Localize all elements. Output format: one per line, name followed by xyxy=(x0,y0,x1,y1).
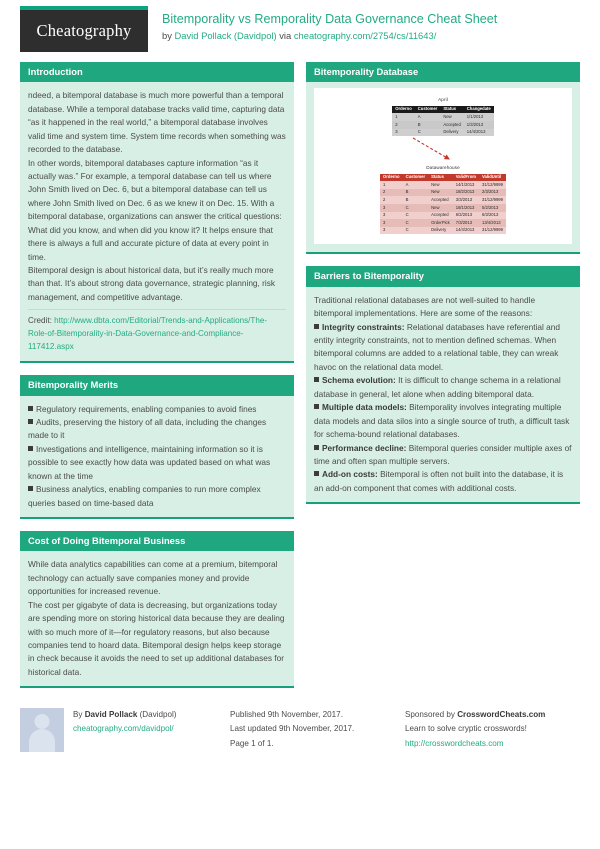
credit-link[interactable]: http://www.dbta.com/Editorial/Trends-and-Applications/The-Role-of-Bitemporality-in-Data-Governance-and-Compliance-117412.aspx xyxy=(28,316,268,352)
table-cell: 3/3/2013 xyxy=(453,196,479,204)
table-column-header: Customer xyxy=(403,174,429,182)
table-cell: 14/1/2013 xyxy=(453,181,479,189)
list-item xyxy=(314,321,572,375)
list-item xyxy=(28,443,286,483)
table-row xyxy=(380,227,506,235)
square-bullet-icon xyxy=(28,406,33,411)
cost-paragraph: The cost per gigabyte of data is decreasing, but organizations today are spending more on storing historical data because they are dealing with so much more of it—for regulatory reasons, but also because companies tend to hoard data. Bitemporal design helps keep storage in check because it avoids the need to set up additional databases for historical data. xyxy=(28,599,285,677)
table-cell: OrderPick xyxy=(428,219,453,227)
table-cell: 14/4/2013 xyxy=(453,227,479,235)
byline-prefix: by xyxy=(162,29,175,41)
table-column-header: Orderno xyxy=(380,174,403,182)
table-column-header: Changedate xyxy=(464,106,494,114)
sponsor-line xyxy=(405,708,580,722)
page-title: Bitemporality vs Remporality Data Governance Cheat Sheet xyxy=(162,12,498,26)
table-cell: 5/2/2013 xyxy=(479,204,506,212)
table-row xyxy=(380,219,506,227)
table-cell: C xyxy=(403,212,429,220)
table-cell: 3 xyxy=(380,219,403,227)
square-bullet-icon xyxy=(28,446,33,451)
warehouse-table-caption: Datawarehouse xyxy=(426,165,460,171)
card-cost-body xyxy=(20,551,294,686)
intro-paragraph: Bitemporal design is about historical data, but it’s really much more than that. It’s about strong data governance, strategic planning, risk management, and competitive advantage. xyxy=(28,265,276,302)
footer-author-text xyxy=(73,708,176,752)
square-bullet-icon xyxy=(28,486,33,491)
table-cell: 14/4/2013 xyxy=(464,129,494,137)
table-cell: Accepted xyxy=(428,196,453,204)
card-database-figure xyxy=(306,62,580,254)
table-cell: 18/2/2013 xyxy=(453,189,479,197)
list-item xyxy=(28,483,286,510)
table-cell: C xyxy=(403,219,429,227)
table-cell: 1 xyxy=(380,181,403,189)
table-row xyxy=(392,129,494,137)
table-column-header: Orderno xyxy=(392,106,415,114)
card-introduction xyxy=(20,62,294,363)
barrier-text: Relational databases have referential and entity integrity constraints, not to mention defined schemas. When bitemporal columns are added to a relational table, they can wreak havoc on the relational data model. xyxy=(314,321,560,372)
square-bullet-icon xyxy=(314,324,319,329)
barrier-term: Schema evolution: xyxy=(322,375,396,386)
list-item xyxy=(314,401,572,441)
table-cell: 1/3/2013 xyxy=(464,121,494,129)
table-cell: Accepted xyxy=(428,212,453,220)
page-number: Page 1 of 1. xyxy=(230,738,274,748)
card-introduction-body xyxy=(20,82,294,361)
table-cell: C xyxy=(403,227,429,235)
table-cell: 3 xyxy=(380,227,403,235)
card-barriers-heading: Barriers to Bitemporality xyxy=(306,266,580,286)
flow-arrow xyxy=(383,136,503,164)
table-column-header: ValidFrom xyxy=(453,174,479,182)
source-table xyxy=(392,106,494,136)
card-cost-heading: Cost of Doing Bitemporal Business xyxy=(20,531,294,551)
card-merits-body xyxy=(20,396,294,518)
author-link[interactable]: David Pollack (Davidpol) xyxy=(174,29,277,41)
table-column-header: Customer xyxy=(415,106,441,114)
table-cell: C xyxy=(415,129,441,137)
card-database-heading: Bitemporality Database xyxy=(306,62,580,82)
avatar xyxy=(20,708,64,752)
footer-author-handle: (Davidpol) xyxy=(137,710,177,720)
table-cell: Accepted xyxy=(440,121,463,129)
table-cell: 31/12/9999 xyxy=(479,181,506,189)
table-cell: B xyxy=(415,121,441,129)
table-cell: 3 xyxy=(380,204,403,212)
footer-sponsor-block xyxy=(405,708,580,752)
sponsor-link[interactable]: http://crosswordcheats.com xyxy=(405,738,504,748)
card-merits-heading: Bitemporality Merits xyxy=(20,375,294,395)
list-item xyxy=(28,403,286,416)
left-column xyxy=(20,62,294,700)
table-cell: 3 xyxy=(380,212,403,220)
table-cell: 2 xyxy=(392,121,415,129)
merit-text: Investigations and intelligence, maintaining information so it is possible to see exactly how data was updated based on what was known at the time xyxy=(28,443,271,481)
table-header-row xyxy=(380,174,506,182)
right-column xyxy=(306,62,580,516)
barriers-intro: Traditional relational databases are not well-suited to handle bitemporal implementations. Here are some of the reasons: xyxy=(314,294,536,319)
byline-via: via xyxy=(276,29,294,41)
table-row xyxy=(380,196,506,204)
table-cell: 3 xyxy=(392,129,415,137)
table-row xyxy=(392,113,494,121)
square-bullet-icon xyxy=(314,445,319,450)
card-cost xyxy=(20,531,294,688)
barrier-text: Bitemporal queries consider multiple axes of time and often span multiple servers. xyxy=(314,442,572,466)
table-cell: Delivery xyxy=(440,129,463,137)
table-cell: A xyxy=(403,181,429,189)
barrier-term: Multiple data models: xyxy=(322,402,407,413)
card-barriers xyxy=(306,266,580,504)
table-row xyxy=(380,212,506,220)
sponsor-prefix: Sponsored by xyxy=(405,710,458,720)
updated-date: Last updated 9th November, 2017. xyxy=(230,724,355,734)
table-cell: B xyxy=(403,189,429,197)
table-cell: 1/1/2013 xyxy=(464,113,494,121)
title-block xyxy=(162,6,497,41)
table-cell: 2 xyxy=(380,196,403,204)
barrier-text: Bitemporality involves integrating multiple data models and data silos into a single source of truth, a difficult task for schema-bound relational databases. xyxy=(314,402,570,440)
source-table-caption: April xyxy=(438,97,448,103)
table-cell: A xyxy=(415,113,441,121)
cost-paragraph: While data analytics capabilities can come at a premium, bitemporal technology can actually save companies money and provide opportunities for increased revenue. xyxy=(28,559,278,597)
table-cell: 6/3/2013 xyxy=(479,212,506,220)
avatar-body-shape xyxy=(29,729,55,752)
table-cell: 7/3/2013 xyxy=(453,219,479,227)
table-cell: 13/4/2013 xyxy=(479,219,506,227)
table-column-header: Status xyxy=(440,106,463,114)
square-bullet-icon xyxy=(314,404,319,409)
table-cell: Delivery xyxy=(428,227,453,235)
sponsor-tagline: Learn to solve cryptic crosswords! xyxy=(405,724,527,734)
list-item xyxy=(314,374,572,401)
published-date: Published 9th November, 2017. xyxy=(230,710,343,720)
card-database-body xyxy=(306,82,580,252)
table-cell: B xyxy=(403,196,429,204)
footer-author-block xyxy=(20,708,230,752)
footer-by-prefix: By xyxy=(73,710,85,720)
table-cell: 6/2/2013 xyxy=(453,212,479,220)
logo-text: Cheatography xyxy=(36,21,132,40)
avatar-head-shape xyxy=(35,714,50,729)
footer-author-name: David Pollack xyxy=(84,710,138,720)
table-cell: 31/12/9999 xyxy=(479,227,506,235)
intro-paragraph: In other words, bitemporal databases capture information “as it actually was.” For example, a temporal database can tell us where John Smith lived on Dec. 6, but a bitemporal database can tell us where John Smith lived on Dec. 6 as we knew it on Dec. 15. With a bitemporal database, organizations can answer the critical questions: What did you know, and when did you know it? It helps ensure that there is always a full and accurate picture of data at every point in time. xyxy=(28,157,282,262)
barrier-text: Bitemporal is often not built into the database, it is an add-on component that comes with additional costs. xyxy=(314,469,564,493)
square-bullet-icon xyxy=(28,419,33,424)
table-cell: 2 xyxy=(380,189,403,197)
barrier-term: Integrity constraints: xyxy=(322,321,405,332)
merit-text: Regulatory requirements, enabling companies to avoid fines xyxy=(36,403,257,414)
card-introduction-heading: Introduction xyxy=(20,62,294,82)
table-cell: 18/1/2013 xyxy=(453,204,479,212)
footer-author-link[interactable]: cheatography.com/davidpol/ xyxy=(73,724,174,734)
barrier-text: It is difficult to change schema in a relational database in general, let alone when adding bitemporal data. xyxy=(314,375,561,399)
barrier-term: Performance decline: xyxy=(322,442,407,453)
source-url-link[interactable]: cheatography.com/2754/cs/11643/ xyxy=(293,29,437,41)
square-bullet-icon xyxy=(314,377,319,382)
byline xyxy=(162,30,497,41)
square-bullet-icon xyxy=(314,471,319,476)
warehouse-table xyxy=(380,174,506,235)
table-row xyxy=(380,189,506,197)
table-cell: New xyxy=(428,189,453,197)
footer-author-line xyxy=(73,708,176,722)
table-cell: C xyxy=(403,204,429,212)
table-row xyxy=(380,204,506,212)
list-item xyxy=(314,468,572,495)
intro-paragraph: ndeed, a bitemporal database is much more powerful than a temporal database. While a temporal database tracks valid time, capturing data “as it happened in the real world,” a bitemporal database involves valid time and system time. System time records when something was recorded to the database. xyxy=(28,90,286,155)
table-header-row xyxy=(392,106,494,114)
barrier-term: Add-on costs: xyxy=(322,469,378,480)
sponsor-name: CrosswordCheats.com xyxy=(457,710,546,720)
table-row xyxy=(392,121,494,129)
masthead xyxy=(20,0,580,62)
merit-text: Business analytics, enabling companies to run more complex queries based on time-based data xyxy=(28,484,261,508)
card-barriers-body xyxy=(306,287,580,503)
table-cell: New xyxy=(440,113,463,121)
table-cell: 31/12/9999 xyxy=(479,196,506,204)
table-column-header: ValidUntil xyxy=(479,174,506,182)
table-cell: 2/3/2013 xyxy=(479,189,506,197)
table-column-header: Status xyxy=(428,174,453,182)
list-item xyxy=(28,416,286,443)
card-merits xyxy=(20,375,294,519)
merit-text: Audits, preserving the history of all data, including the changes made to it xyxy=(28,416,267,441)
list-item xyxy=(314,442,572,469)
table-cell: New xyxy=(428,181,453,189)
footer-dates-block xyxy=(230,708,405,752)
table-cell: 1 xyxy=(392,113,415,121)
barriers-list xyxy=(314,321,572,496)
table-cell: New xyxy=(428,204,453,212)
cheatography-logo[interactable] xyxy=(20,6,148,52)
footer xyxy=(20,700,580,752)
table-row xyxy=(380,181,506,189)
credit-label: Credit: xyxy=(28,316,55,326)
columns-container xyxy=(20,62,580,700)
credit-line xyxy=(28,309,286,354)
bitemporal-database-diagram xyxy=(314,88,572,244)
